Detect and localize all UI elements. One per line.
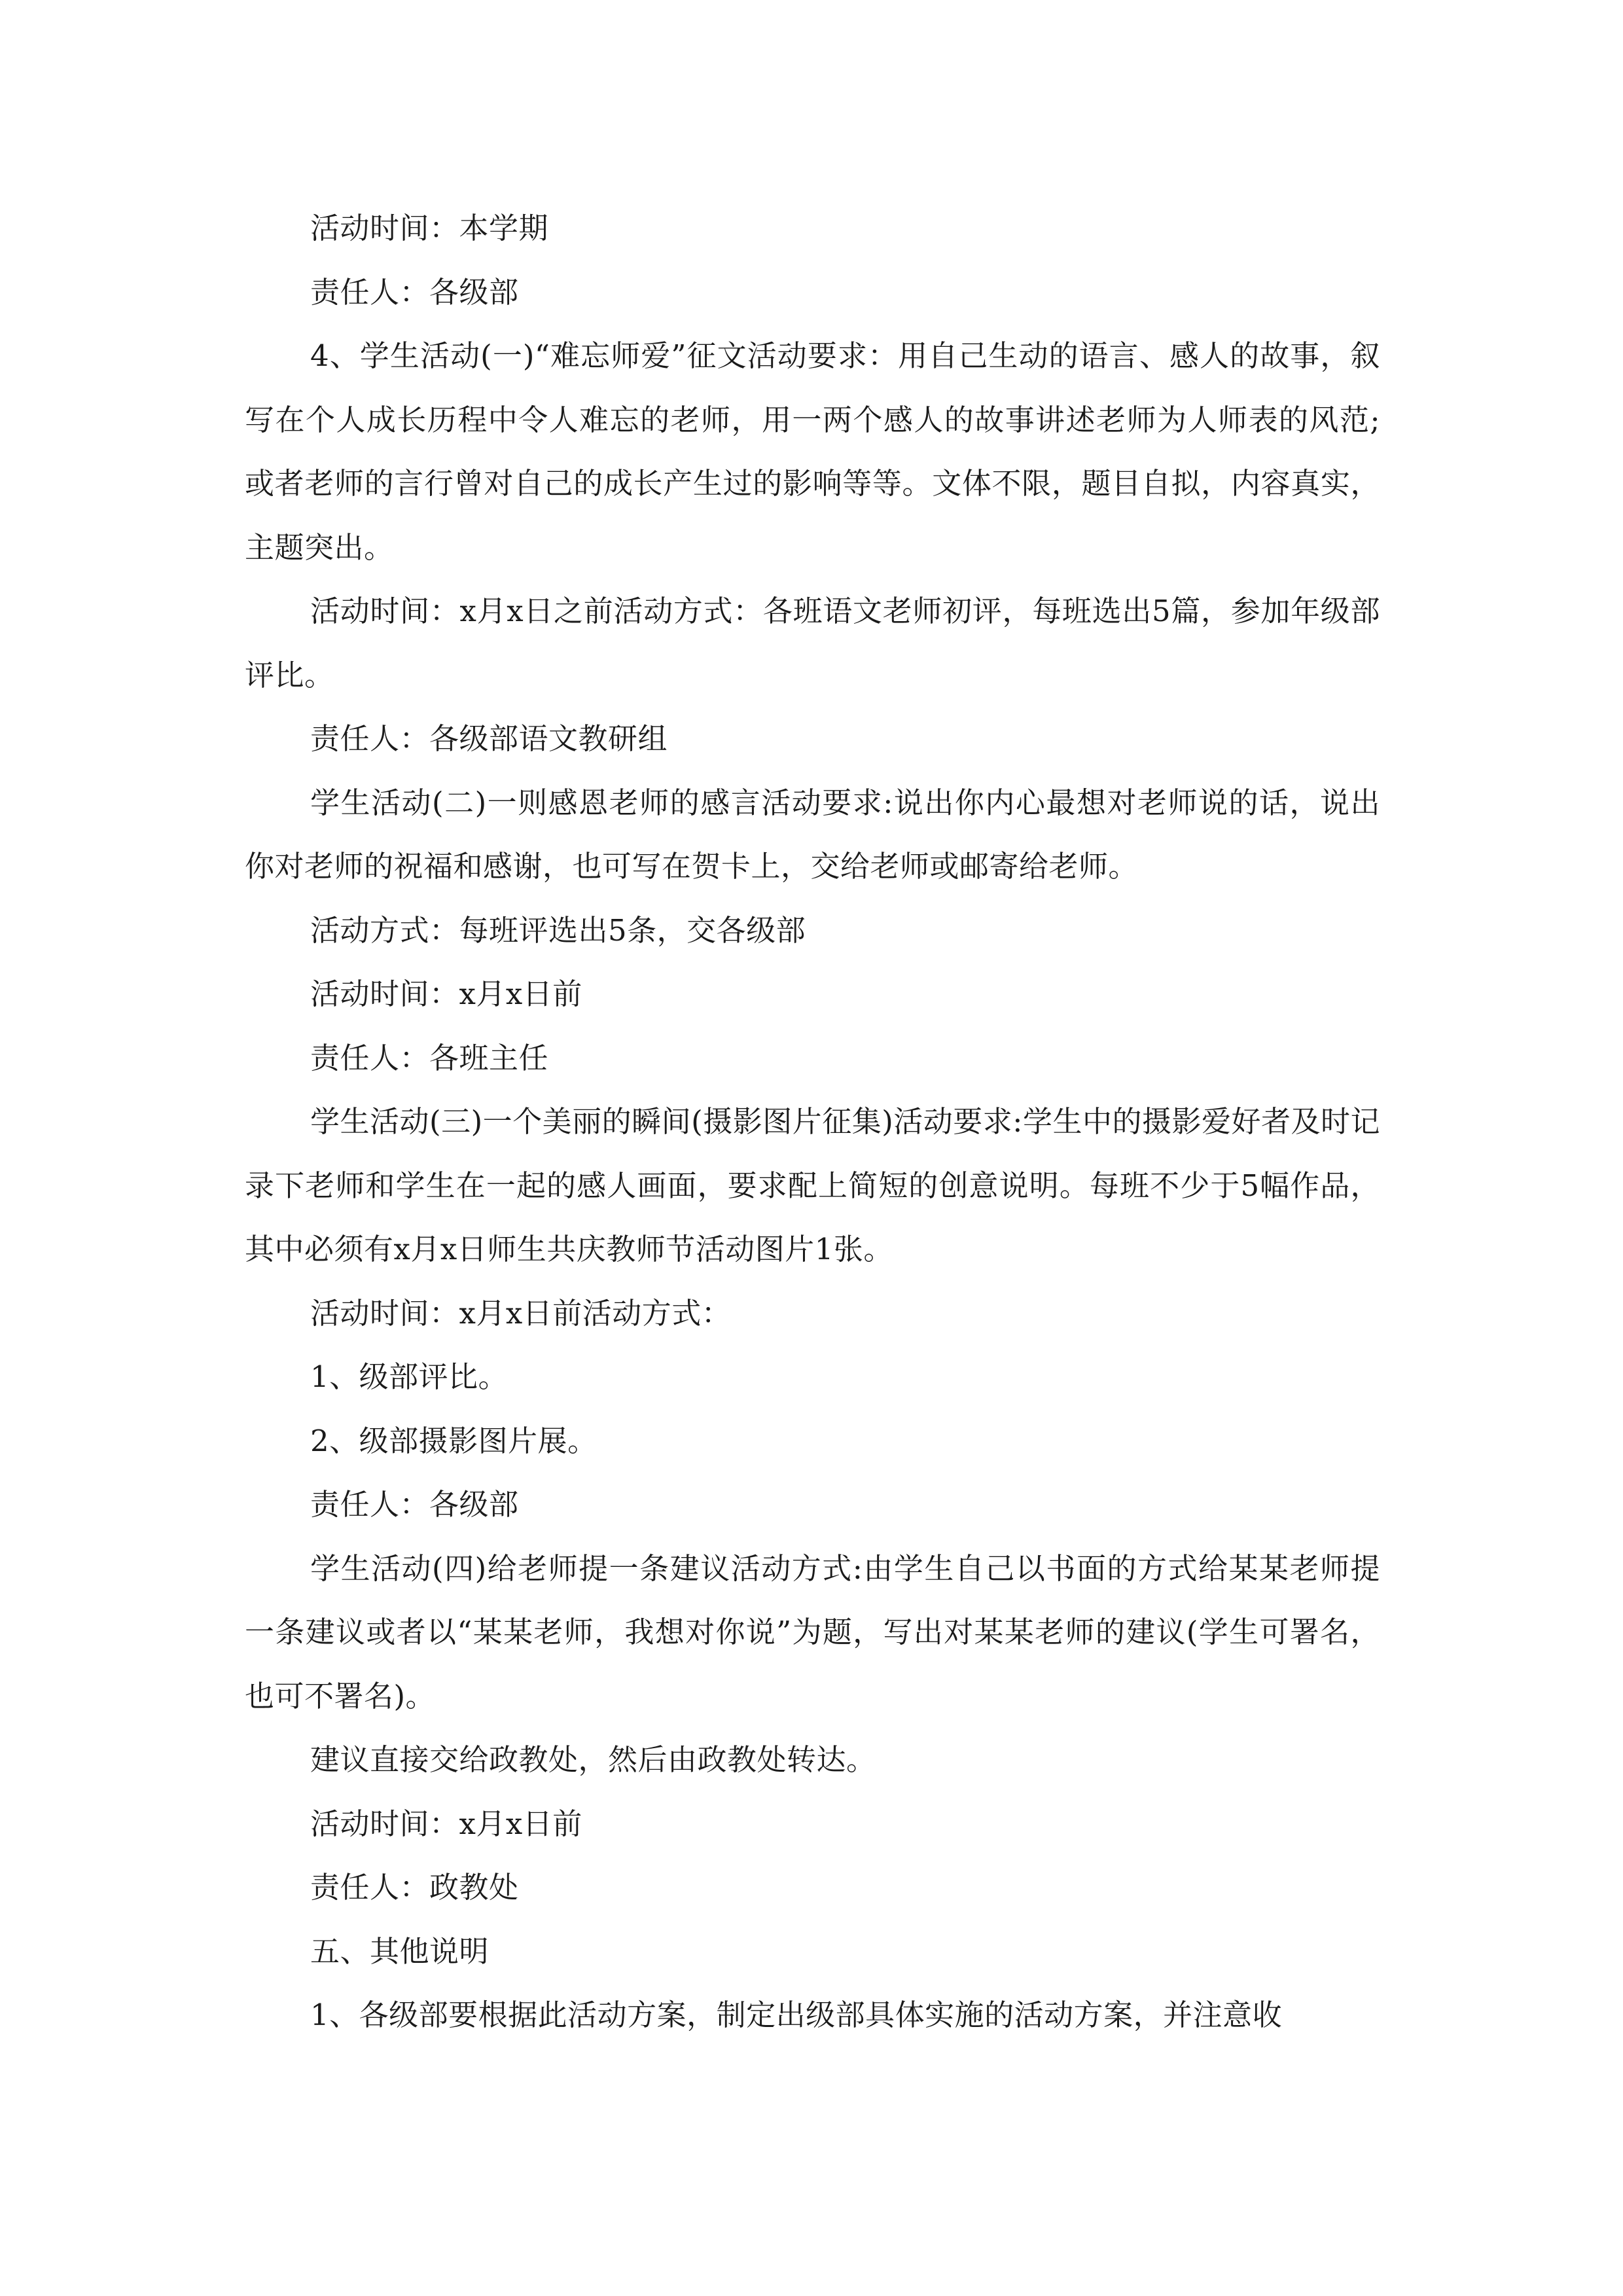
- paragraph: 责任人：政教处: [310, 1870, 519, 1905]
- paragraph: 活动时间：x月x日前: [310, 977, 582, 1011]
- paragraph: 活动方式：每班评选出5条，交各级部: [310, 912, 806, 948]
- paragraph: 学生活动(四)给老师提一条建议活动方式:由学生自己以书面的方式给某某老师提一条建议或者以“某某老师，我想对你说”为题，写出对某某老师的建议(学生可署名，也可不署名)。: [245, 1551, 1380, 1713]
- paragraph: 责任人：各班主任: [310, 1040, 549, 1075]
- paragraph: 4、学生活动(一)“难忘师爱”征文活动要求：用自己生动的语言、感人的故事，叙写在个人成长历程中令人难忘的老师，用一两个感人的故事讲述老师为人师表的风范;或者老师的言行曾对自己的成长产生过的影响等等。文体不限，题目自拟，内容真实，主题突出。: [245, 338, 1380, 565]
- paragraph: 建议直接交给政教处，然后由政教处转达。: [310, 1742, 876, 1777]
- paragraph: 学生活动(二)一则感恩老师的感言活动要求:说出你内心最想对老师说的话，说出你对老师的祝福和感谢，也可写在贺卡上，交给老师或邮寄给老师。: [245, 785, 1380, 884]
- paragraph: 活动时间：x月x日之前活动方式：各班语文老师初评，每班选出5篇，参加年级部评比。: [245, 594, 1380, 692]
- paragraph: 活动时间：x月x日前: [310, 1806, 582, 1841]
- document-body: [245, 196, 1380, 2047]
- paragraph: 责任人：各级部语文教研组: [310, 721, 668, 756]
- paragraph: 责任人：各级部: [310, 274, 519, 310]
- paragraph: 2、级部摄影图片展。: [310, 1423, 597, 1458]
- paragraph: 学生活动(三)一个美丽的瞬间(摄影图片征集)活动要求:学生中的摄影爱好者及时记录下老师和学生在一起的感人画面，要求配上简短的创意说明。每班不少于5幅作品，其中必须有x月x日师生共庆教师节活动图片1张。: [245, 1104, 1380, 1266]
- paragraph: 1、级部评比。: [310, 1359, 508, 1394]
- paragraph: 活动时间：本学期: [310, 211, 549, 245]
- paragraph: 五、其他说明: [310, 1933, 490, 1969]
- paragraph: 1、各级部要根据此活动方案，制定出级部具体实施的活动方案，并注意收: [310, 1998, 1283, 2032]
- paragraph: 责任人：各级部: [310, 1487, 519, 1522]
- paragraph: 活动时间：x月x日前活动方式：: [310, 1295, 732, 1331]
